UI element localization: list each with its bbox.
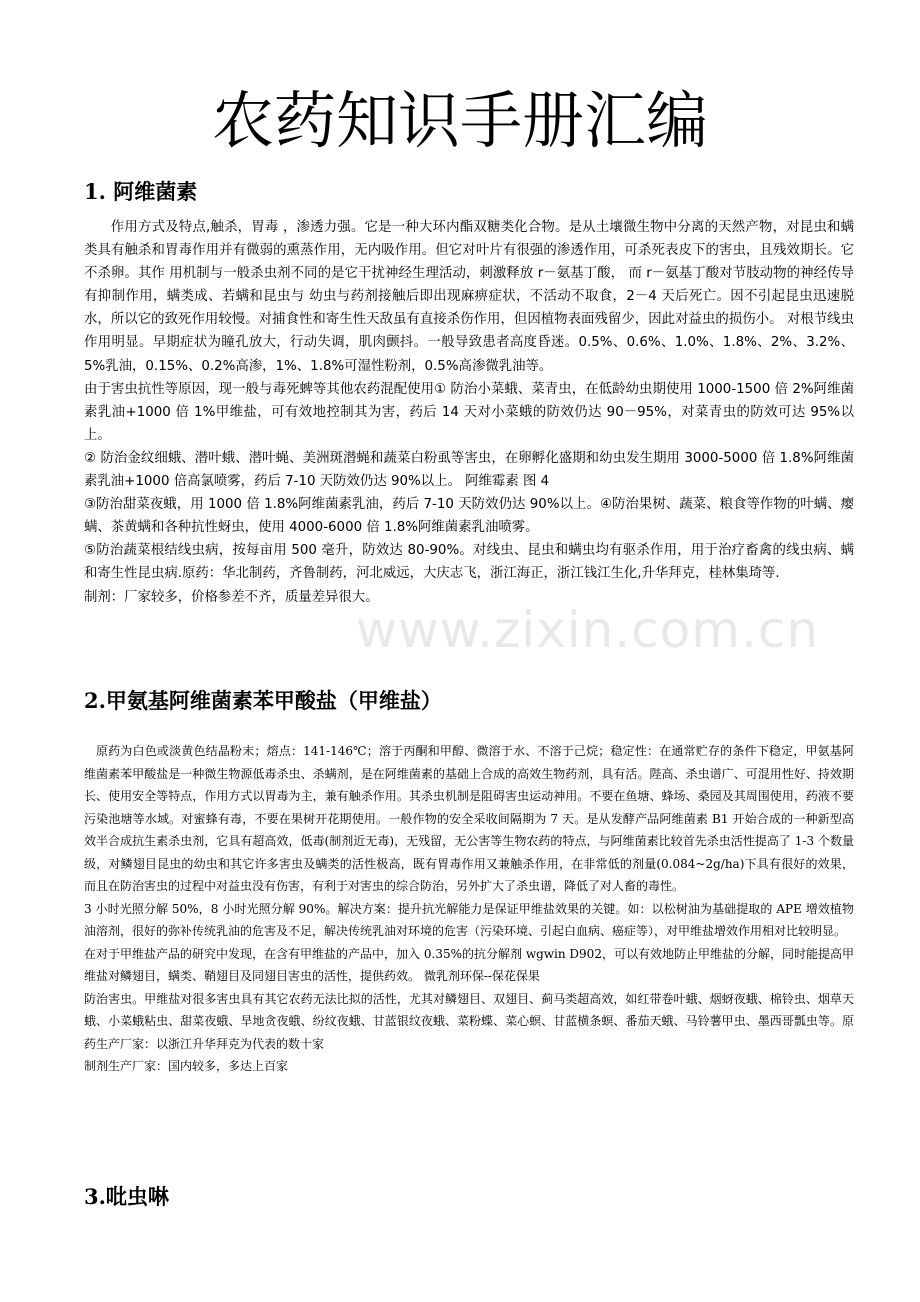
section-heading-1: 1. 阿维菌素 — [84, 179, 198, 204]
paragraph: ② 防治金纹细蛾、潜叶蛾、潜叶蝇、美洲斑潜蝇和蔬菜白粉虱等害虫，在卵孵化盛期和幼虫发生期用 3000-5000 倍 1.8%阿维菌素乳油+1000 倍高氯喷雾，药后 7-10 天防效仍达 90%以上。 阿维霉素 图 4 — [84, 450, 854, 490]
paragraph: 3 小时光照分解 50%，8 小时光照分解 90%。解决方案：提升抗光解能力是保证甲维盐效果的关键。如：以松树油为基础提取的 APE 增效植物油溶剂，很好的弥补传统乳油的危害及不足，解决传统乳油对环境的危害（污染环境、引起白血病、癌症等），对甲维盐增效作用相对比较明显。 — [84, 901, 854, 938]
section-body-1 — [84, 216, 854, 609]
paragraph: 制剂生产厂家：国内较多，多达上百家 — [84, 1059, 289, 1073]
section-heading-2: 2.甲氨基阿维菌素苯甲酸盐（甲维盐） — [84, 688, 442, 713]
section-heading-3: 3.吡虫啉 — [84, 1184, 169, 1209]
paragraph: 制剂：厂家较多，价格参差不齐，质量差异很大。 — [84, 589, 379, 605]
paragraph: ⑤防治蔬菜根结线虫病，按每亩用 500 毫升，防效达 80-90%。对线虫、昆虫和螨虫均有驱杀作用，用于治疗畜禽的线虫病、螨和寄生性昆虫病.原药：华北制药，齐鲁制药，河北威远，大庆志飞，浙江海正，浙江钱江生化,升华拜克，桂林集琦等. — [84, 543, 854, 582]
document-title: 农药知识手册汇编 — [211, 84, 708, 157]
section-body-2 — [84, 740, 854, 1078]
paragraph: 原药为白色或淡黄色结晶粉末；熔点：141-146℃；溶于丙酮和甲醇、微溶于水、不溶于己烷；稳定性：在通常贮存的条件下稳定，甲氨基阿维菌素苯甲酸盐是一种微生物源低毒杀虫、杀螨剂，是在阿维菌素的基础上合成的高效生物药剂，具有活。陛高、杀虫谱广、可混用性好、持效期长、使用安全等特点，作用方式以胃毒为主，兼有触杀作用。其杀虫机制是阻碍害虫运动神用。不要在鱼塘、蜂场、桑园及其周围使用，药液不要污染池塘等水域。对蜜蜂有毒，不要在果树开花期使用。一般作物的安全采收间隔期为 7 天。是从发酵产品阿维菌素 B1 开始合成的一种新型高效半合成抗生素杀虫剂，它具有超高效，低毒(制剂近无毒)，无残留，无公害等生物农药的特点，与阿维菌素比较首先杀虫活性提高了 1-3 个数量级，对鳞翅目昆虫的幼虫和其它许多害虫及螨类的活性极高，既有胃毒作用又兼触杀作用，在非常低的剂量(0.084~2g/ha)下具有很好的效果，而且在防治害虫的过程中对益虫没有伤害，有利于对害虫的综合防治，另外扩大了杀虫谱，降低了对人畜的毒性。 — [84, 744, 854, 893]
paragraph: 作用方式及特点,触杀，胃毒 ，渗透力强。它是一种大环内酯双糖类化合物。是从土壤微生物中分离的天然产物，对昆虫和螨类具有触杀和胃毒作用并有微弱的熏蒸作用，无内吸作用。但它对叶片有很强的渗透作用，可杀死表皮下的害虫，且残效期长。它不杀卵。其作 用机制与一般杀虫剂不同的是它干扰神经生理活动，刺激释放 r－氨基丁酸， 而 r－氨基丁酸对节肢动物的神经传导有抑制作用，螨类成、若螨和昆虫与 幼虫与药剂接触后即出现麻痹症状，不活动不取食，2－4 天后死亡。因不引起昆虫迅速脱水，所以它的致死作用较慢。对捕食性和寄生性天敌虽有直接杀伤作用，但因植物表面残留少，因此对益虫的损伤小。 对根节线虫作用明显。早期症状为瞳孔放大，行动失调，肌肉颤抖。一般导致患者高度昏迷。0.5%、0.6%、1.0%、1.8%、2%、3.2%、5%乳油，0.15%、0.2%高渗，1%、1.8%可湿性粉剂，0.5%高渗微乳油等。 — [84, 220, 854, 374]
paragraph: 防治害虫。甲维盐对很多害虫具有其它农药无法比拟的活性，尤其对鳞翅目、双翅目、蓟马类超高效，如红带卷叶蛾、烟蚜夜蛾、棉铃虫、烟草天蛾、小菜蛾粘虫、甜菜夜蛾、旱地贪夜蛾、纷纹夜蛾、甘蓝银纹夜蛾、菜粉蝶、菜心螟、甘蓝横条螟、番茄天蛾、马铃薯甲虫、墨西哥瓢虫等。原药生产厂家：以浙江升华拜克为代表的数十家 — [84, 991, 854, 1051]
watermark: www.zixin.com.cn — [356, 601, 820, 659]
paragraph: 在对于甲维盐产品的研究中发现，在含有甲维盐的产品中，加入 0.35%的抗分解剂 wgwin D902，可以有效地防止甲维盐的分解，同时能提高甲维盐对鳞翅目，螨类、鞘翅目及同翅目害虫的活性，提供药效。 微乳剂环保--保花保果 — [84, 946, 854, 983]
paragraph: 由于害虫抗性等原因，现一般与毒死蜱等其他农药混配使用① 防治小菜蛾、菜青虫，在低龄幼虫期使用 1000-1500 倍 2%阿维菌素乳油+1000 倍 1%甲维盐，可有效地控制其为害，药后 14 天对小菜蛾的防效仍达 90－95%，对菜青虫的防效可达 95%以上。 — [84, 381, 854, 443]
paragraph: ③防治甜菜夜蛾，用 1000 倍 1.8%阿维菌素乳油，药后 7-10 天防效仍达 90%以上。④防治果树、蔬菜、粮食等作物的叶螨、瘿螨、茶黄螨和各种抗性蚜虫，使用 4000-6000 倍 1.8%阿维菌素乳油喷雾。 — [84, 497, 854, 536]
